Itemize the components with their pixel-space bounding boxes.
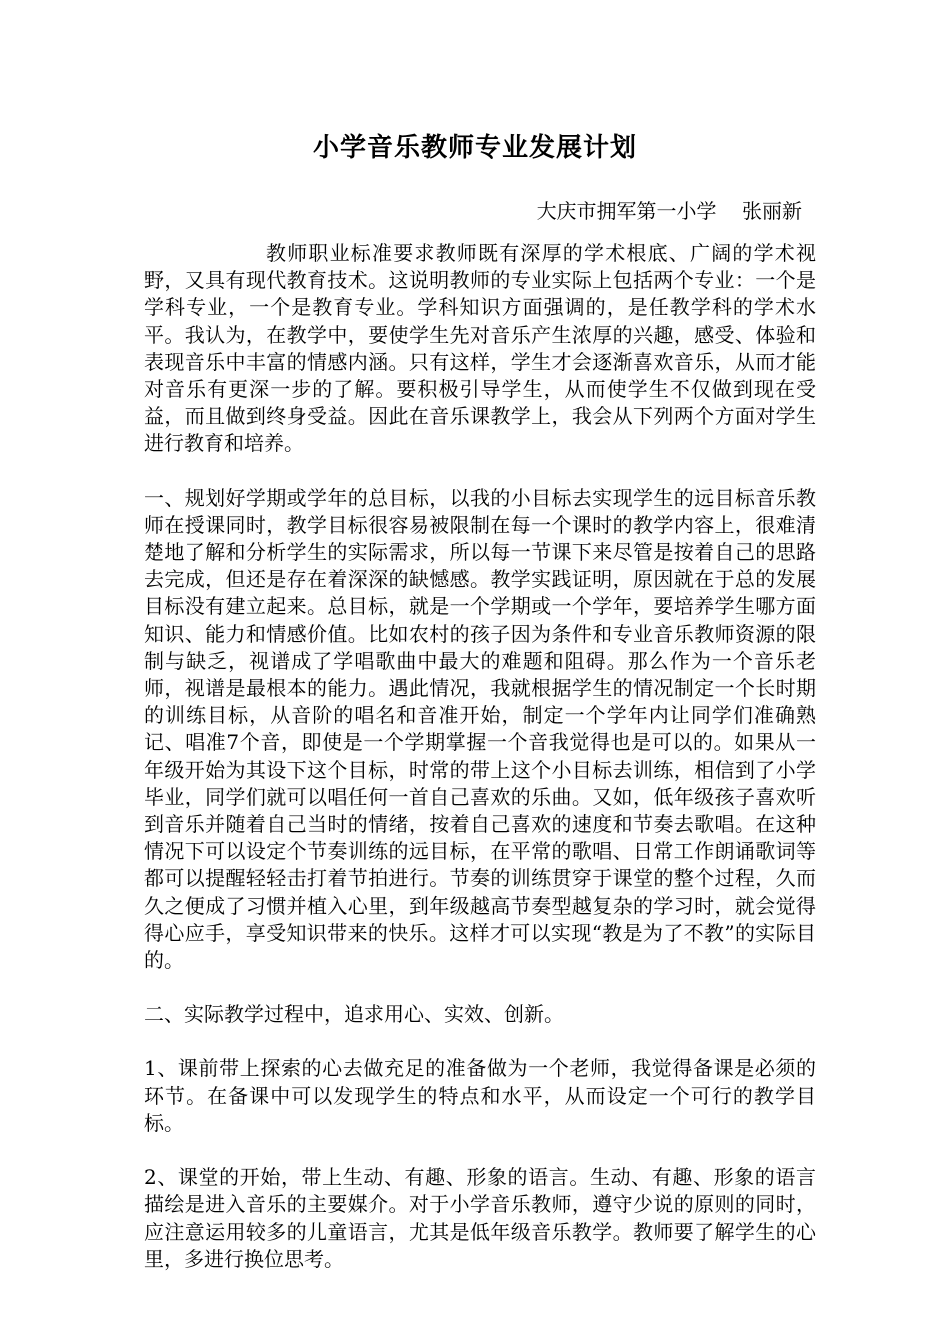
paragraph-item-one: 1、课前带上探索的心去做充足的准备做为一个老师，我觉得备课是必须的环节。在备课中可以发现学生的特点和水平，从而设定一个可行的教学目标。: [144, 1056, 816, 1135]
paragraph-item-two: 2、课堂的开始，带上生动、有趣、形象的语言。生动、有趣、形象的语言描绘是进入音乐的主要媒介。对于小学音乐教师，遵守少说的原则的同时，应注意运用较多的儿童语言，尤其是低年级音乐教学。教师要了解学生的心里，多进行换位思考。: [144, 1165, 816, 1271]
paragraph-section-one: 一、规划好学期或学年的总目标，以我的小目标去实现学生的远目标音乐教师在授课同时，教学目标很容易被限制在每一个课时的教学内容上，很难清楚地了解和分析学生的实际需求，所以每一节课下来尽管是按着自己的思路去完成，但还是存在着深深的缺憾感。教学实践证明，原因就在于总的发展目标没有建立起来。总目标，就是一个学期或一个学年，要培养学生哪方面知识、能力和情感价值。比如农村的孩子因为条件和专业音乐教师资源的限制与缺乏，视谱成了学唱歌曲中最大的难题和阻碍。那么作为一个音乐老师，视谱是最根本的能力。遇此情况，我就根据学生的情况制定一个长时期的训练目标，从音阶的唱名和音准开始，制定一个学年内让同学们准确熟记、唱准7个音，即使是一个学期掌握一个音我觉得也是可以的。如果从一年级开始为其设下这个目标，时常的带上这个小目标去训练，相信到了小学毕业，同学们就可以唱任何一首自己喜欢的乐曲。又如，低年级孩子喜欢听到音乐并随着自己当时的情绪，按着自己喜欢的速度和节奏去歌唱。在这种情况下可以设定个节奏训练的远目标，在平常的歌唱、日常工作朗诵歌词等都可以提醒轻轻击打着节拍进行。节奏的训练贯穿于课堂的整个过程，久而久之便成了习惯并植入心里，到年级越高节奏型越复杂的学习时，就会觉得得心应手，享受知识带来的快乐。这样才可以实现“教是为了不教”的实际目的。: [144, 485, 816, 973]
author-line: 大庆市拥军第一小学 张丽新: [536, 199, 802, 223]
paragraph-intro: 教师职业标准要求教师既有深厚的学术根底、广阔的学术视野，又具有现代教育技术。这说明教师的专业实际上包括两个专业：一个是学科专业，一个是教育专业。学科知识方面强调的，是任教学科的学术水平。我认为，在教学中，要使学生先对音乐产生浓厚的兴趣，感受、体验和表现音乐中丰富的情感内涵。只有这样，学生才会逐渐喜欢音乐，从而才能对音乐有更深一步的了解。要积极引导学生，从而使学生不仅做到现在受益，而且做到终身受益。因此在音乐课教学上，我会从下列两个方面对学生进行教育和培养。: [144, 241, 816, 456]
document-body: [144, 240, 816, 1300]
page-title: 小学音乐教师专业发展计划: [312, 133, 637, 163]
paragraph-section-two-heading: 二、实际教学过程中，追求用心、实效、创新。: [144, 1002, 564, 1027]
